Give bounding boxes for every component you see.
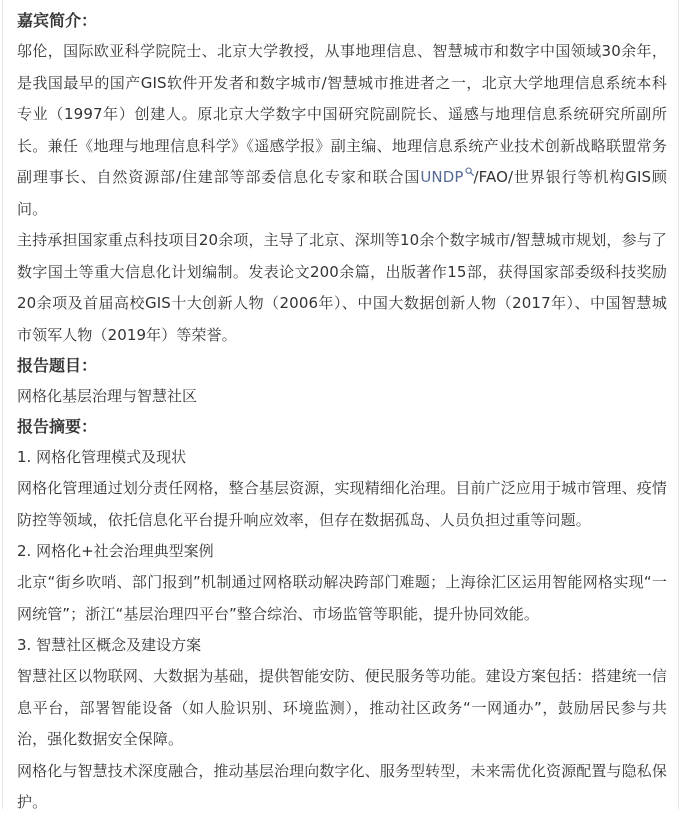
- undp-link[interactable]: [420, 168, 473, 186]
- guest-bio-paragraph-2: 主持承担国家重点科技项目20余项，主导了北京、深圳等10余个数字城市/智慧城市规划，参与了数字国土等重大信息化计划编制。发表论文200余篇，出版著作15部，获得国家部委级科技奖励20余项及首届高校GIS十大创新人物（2006年）、中国大数据创新人物（2017年）、中国智慧城市领军人物（2019年）等荣誉。: [17, 231, 667, 344]
- abstract-item-3-body: 智慧社区以物联网、大数据为基础，提供智能安防、便民服务等功能。建设方案包括：搭建统一信息平台，部署智能设备（如人脸识别、环境监测），推动社区政务“一网通办”，鼓励居民参与共治，强化数据安全保障。: [17, 667, 667, 748]
- guest-bio-paragraph-1: [17, 36, 667, 225]
- undp-link-label[interactable]: UNDP: [420, 168, 464, 186]
- abstract-closing-paragraph: 网格化与智慧技术深度融合，推动基层治理向数字化、服务型转型，未来需优化资源配置与隐私保护。: [17, 761, 667, 811]
- guest-bio-text-1a: 邬伦，国际欧亚科学院院士、北京大学教授，从事地理信息、智慧城市和数字中国领域30余年，是我国最早的国产GIS软件开发者和数字城市/智慧城市推进者之一，北京大学地理信息系统本科专业（1997年）创建人。原北京大学数字中国研究院副院长、遥感与地理信息系统研究所副所长。兼任《地理与地理信息科学》《遥感学报》副主编、地理信息系统产业技术创新战略联盟常务副理事长、自然资源部/住建部等部委信息化专家和联合国: [17, 42, 667, 186]
- report-title-text: 网格化基层治理与智慧社区: [17, 387, 198, 405]
- guest-heading: 嘉宾简介：: [17, 11, 98, 30]
- search-icon[interactable]: [465, 167, 474, 176]
- left-border: [2, 0, 3, 809]
- abstract-item-2-title: 2. 网格化+社会治理典型案例: [17, 542, 214, 560]
- abstract-heading: 报告摘要：: [17, 417, 98, 436]
- abstract-item-3-title: 3. 智慧社区概念及建设方案: [17, 636, 202, 654]
- right-border: [678, 0, 679, 809]
- abstract-item-1-title: 1. 网格化管理模式及现状: [17, 448, 187, 466]
- report-title-heading: 报告题目：: [17, 356, 98, 375]
- abstract-item-1-body: 网格化管理通过划分责任网格，整合基层资源，实现精细化治理。目前广泛应用于城市管理、疫情防控等领域，依托信息化平台提升响应效率，但存在数据孤岛、人员负担过重等问题。: [17, 479, 667, 529]
- guest-bio-text-1b: /FAO/世界银行等机构GIS顾问。: [17, 168, 667, 218]
- abstract-item-2-body: 北京“街乡吹哨、部门报到”机制通过网格联动解决跨部门难题；上海徐汇区运用智能网格实现“一网统管”；浙江“基层治理四平台”整合综治、市场监管等职能，提升协同效能。: [17, 573, 667, 623]
